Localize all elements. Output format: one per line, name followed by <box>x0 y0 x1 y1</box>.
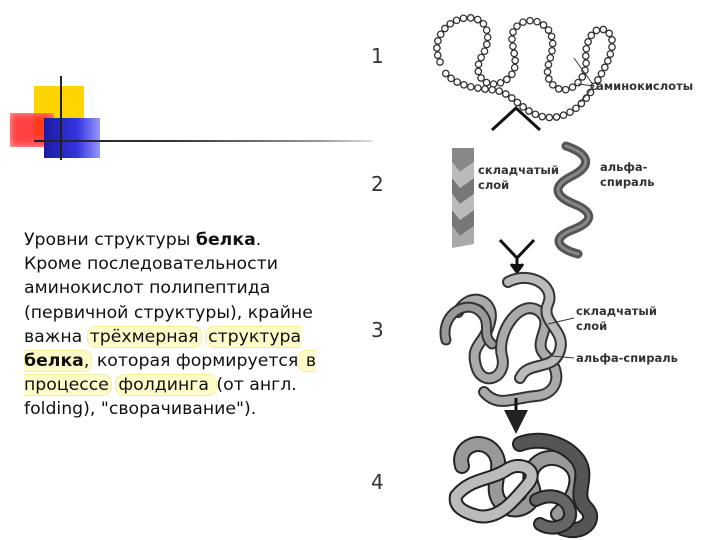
amino-acid-bead <box>512 65 518 71</box>
amino-acid-bead <box>475 16 481 22</box>
amino-acid-bead <box>545 27 551 33</box>
amino-acid-bead <box>484 27 490 33</box>
amino-acid-bead <box>546 76 552 82</box>
label-beta-sheet-3-line2: слой <box>576 319 608 333</box>
amino-acid-bead <box>546 114 552 120</box>
amino-acid-bead <box>605 58 611 64</box>
amino-acid-bead <box>485 34 491 40</box>
amino-acid-bead <box>483 79 489 85</box>
amino-acid-bead <box>496 88 502 94</box>
caption-highlight: фолдинга <box>118 375 215 396</box>
amino-acid-bead <box>503 91 509 97</box>
amino-acid-bead <box>509 95 515 101</box>
amino-acid-bead <box>609 37 615 43</box>
label-beta-sheet-2-line1: складчатый <box>478 163 559 177</box>
amino-acid-bead <box>583 53 589 59</box>
caption-part: Уровни структуры <box>24 230 196 250</box>
label-beta-sheet-3-line1: складчатый <box>576 304 657 318</box>
amino-acid-bead <box>437 59 443 65</box>
amino-acid-bead <box>484 41 490 47</box>
stage-number-1: 1 <box>371 44 384 68</box>
amino-acid-bead <box>556 86 562 92</box>
label-alpha-helix-2-line1: альфа- <box>600 160 648 174</box>
amino-acid-bead <box>447 21 453 27</box>
caption-bold-protein: белка <box>195 230 256 250</box>
amino-acid-bead <box>480 21 486 27</box>
amino-acid-bead <box>579 74 585 80</box>
amino-acid-bead <box>583 60 589 66</box>
amino-acid-bead <box>434 45 440 51</box>
amino-acid-bead <box>448 75 454 81</box>
amino-acid-bead <box>560 112 566 118</box>
stage-number-4: 4 <box>371 470 384 494</box>
amino-acid-bead <box>497 80 503 86</box>
amino-acid-bead <box>602 64 608 70</box>
stage-number-2: 2 <box>371 172 384 196</box>
amino-acid-bead <box>510 29 516 35</box>
amino-acid-bead <box>435 38 441 44</box>
amino-acid-bead <box>583 95 589 101</box>
amino-acid-bead <box>567 109 573 115</box>
amino-acid-bead <box>514 23 520 29</box>
amino-acid-bead <box>600 26 606 32</box>
amino-acid-bead <box>520 104 526 110</box>
stage-number-3: 3 <box>371 318 384 342</box>
amino-acid-bead <box>548 33 554 39</box>
amino-acid-bead <box>547 55 553 61</box>
amino-acid-bead <box>454 79 460 85</box>
amino-acid-bead <box>460 15 466 21</box>
caption-part: которая формируется <box>91 351 299 372</box>
amino-acid-bead <box>526 108 532 114</box>
primary-structure-chain <box>434 15 616 121</box>
caption-bold-protein: белка <box>24 351 84 372</box>
amino-acid-bead <box>563 87 569 93</box>
amino-acid-bead <box>550 82 556 88</box>
amino-acid-bead <box>468 84 474 90</box>
amino-acid-bead <box>544 69 550 75</box>
amino-acid-bead <box>475 68 481 74</box>
amino-acid-bead <box>475 85 481 91</box>
amino-acid-bead <box>598 71 604 77</box>
amino-acid-bead <box>578 100 584 106</box>
amino-acid-bead <box>583 46 589 52</box>
amino-acid-bead <box>573 105 579 111</box>
label-alpha-helix-3: альфа-спираль <box>576 351 678 365</box>
amino-acid-bead <box>593 27 599 33</box>
amino-acid-bead <box>509 36 515 42</box>
amino-acid-bead <box>478 54 484 60</box>
amino-acid-bead <box>442 25 448 31</box>
caption-part: структура <box>208 326 302 347</box>
caption-part: . Кроме последовательности аминокислот полипептида (первичной структуры), крайне важна <box>24 230 313 347</box>
amino-acid-bead <box>539 113 545 119</box>
amino-acid-bead <box>569 84 575 90</box>
caption-part: , <box>83 351 90 372</box>
amino-acid-bead <box>489 87 495 93</box>
amino-acid-bead <box>453 17 459 23</box>
amino-acid-bead <box>606 30 612 36</box>
caption-highlight: трёхмерная <box>89 326 199 347</box>
amino-acid-bead <box>550 40 556 46</box>
tertiary-structure <box>445 278 561 401</box>
amino-acid-bead <box>461 82 467 88</box>
amino-acid-bead <box>520 19 526 25</box>
amino-acid-bead <box>475 61 481 67</box>
amino-acid-bead <box>438 31 444 37</box>
amino-acid-bead <box>478 75 484 81</box>
arrow-2-to-3 <box>500 240 534 272</box>
amino-acid-bead <box>504 76 510 82</box>
amino-acid-bead <box>509 71 515 77</box>
amino-acid-bead <box>532 111 538 117</box>
beta-sheet-ribbon <box>452 148 474 248</box>
amino-acid-bead <box>510 43 516 49</box>
amino-acid-bead <box>468 15 474 21</box>
amino-acid-bead <box>481 48 487 54</box>
amino-acid-bead <box>609 44 615 50</box>
amino-acid-bead <box>435 52 441 58</box>
amino-acid-bead <box>514 99 520 105</box>
amino-acid-bead <box>511 50 517 56</box>
amino-acid-bead <box>575 80 581 86</box>
amino-acid-bead <box>553 114 559 120</box>
caption-part: (от англ. folding), "сворачивание"). <box>24 375 297 420</box>
amino-acid-bead <box>540 22 546 28</box>
label-amino-acids: аминокислоты <box>596 79 694 93</box>
label-beta-sheet-2-line2: слой <box>478 178 510 192</box>
amino-acid-bead <box>585 39 591 45</box>
amino-acid-bead <box>588 32 594 38</box>
amino-acid-bead <box>527 18 533 24</box>
caption-highlight: в процессе <box>24 351 317 396</box>
amino-acid-bead <box>512 57 518 63</box>
amino-acid-bead <box>607 51 613 57</box>
amino-acid-bead <box>549 48 555 54</box>
amino-acid-bead <box>443 70 449 76</box>
amino-acid-bead <box>534 19 540 25</box>
label-alpha-helix-2-line2: спираль <box>600 175 655 189</box>
amino-acid-bead <box>482 86 488 92</box>
quaternary-structure <box>456 441 590 530</box>
amino-acid-bead <box>545 61 551 67</box>
